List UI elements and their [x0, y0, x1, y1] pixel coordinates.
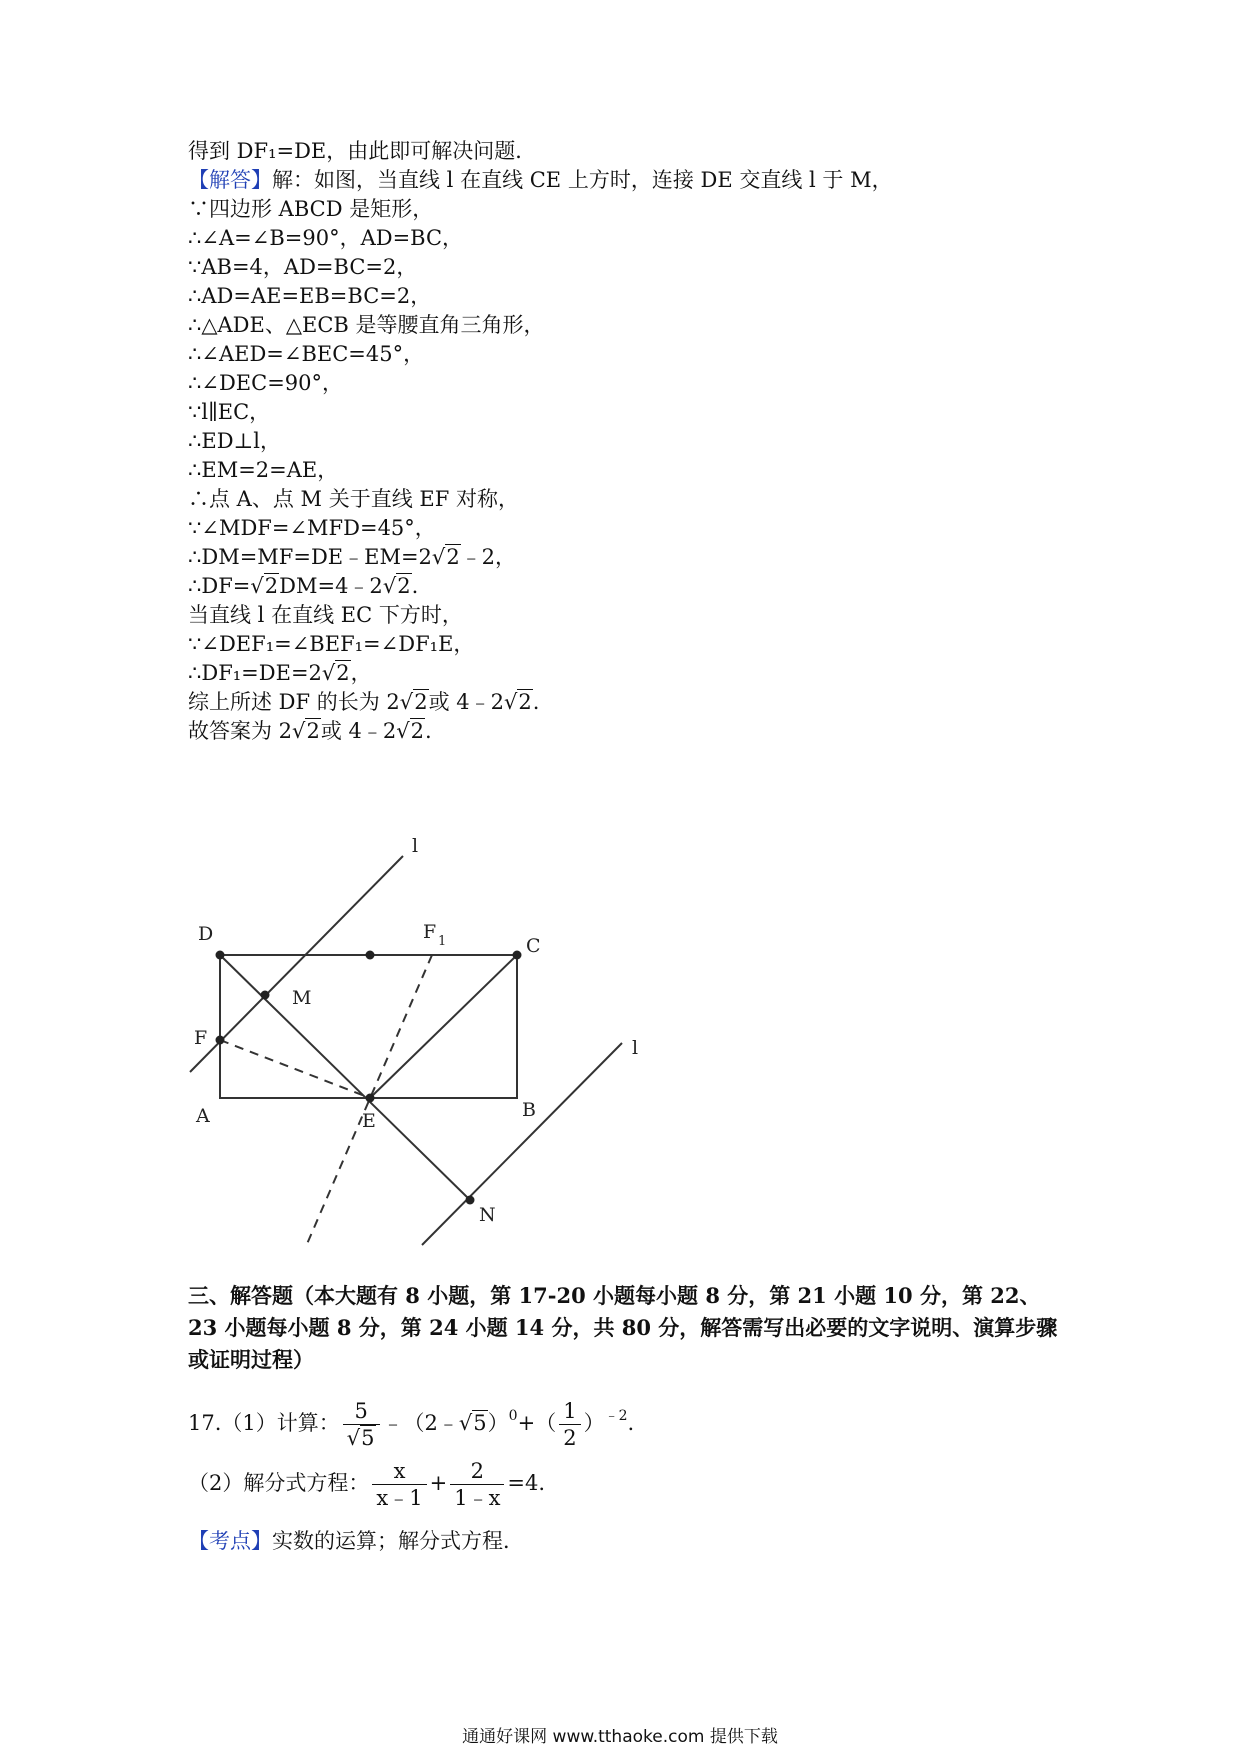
label-b: B	[522, 1099, 536, 1121]
label-c: C	[526, 935, 541, 957]
kaodian-line	[188, 1526, 524, 1556]
sqrt-arg: 2	[264, 574, 279, 598]
solution-line-14: ∵∠MDF=∠MFD=45°，	[188, 516, 436, 540]
fraction-2-over-1-minus-x: $\frac{2}{1﹣x}$	[450, 1458, 504, 1511]
solution-line-11: ∴ED⊥l，	[188, 429, 281, 453]
line19-b: ，	[350, 661, 372, 685]
line21-a: 故答案为 2	[188, 719, 293, 743]
rectangle-abcd	[220, 955, 517, 1098]
solution-line-4: ∴∠A=∠B=90°，AD=BC，	[188, 226, 464, 250]
answer-tag: 【解答】	[188, 168, 272, 192]
solution-line-10: ∵l∥EC，	[188, 400, 271, 424]
solution-line-17: 当直线 l 在直线 EC 下方时，	[188, 603, 463, 627]
point-n	[466, 1196, 475, 1205]
segment-ec	[370, 955, 517, 1098]
label-m: M	[292, 987, 312, 1009]
close-paren-2: ）	[583, 1411, 605, 1435]
sqrt-expression: √2	[292, 719, 320, 743]
point-c	[513, 951, 522, 960]
point-f	[216, 1036, 225, 1045]
q17-part1	[188, 1388, 634, 1451]
equals-four: =4.	[507, 1471, 546, 1495]
solution-line-2-text: 解：如图，当直线 l 在直线 CE 上方时，连接 DE 交直线 l 于 M，	[272, 168, 893, 192]
frac-numerator: 5	[354, 1399, 368, 1423]
solution-line-3: ∵四边形 ABCD 是矩形，	[188, 197, 434, 221]
line20-b: 或 4﹣2	[428, 690, 504, 714]
sqrt-arg: 2	[414, 690, 428, 714]
kaodian-text: 实数的运算；解分式方程．	[272, 1529, 524, 1553]
q17-part2	[188, 1455, 545, 1511]
sqrt-arg: 2	[410, 719, 424, 743]
line19-a: ∴DF₁=DE=2	[188, 661, 322, 685]
sqrt-arg: 2	[336, 661, 350, 685]
solution-line-13: ∴点 A、点 M 关于直线 EF 对称，	[188, 487, 519, 511]
page-footer: 通通好课网 www.tthaoke.com 提供下载	[462, 1727, 778, 1747]
sqrt-arg: 2	[446, 545, 460, 569]
sqrt-expression: √2	[431, 545, 460, 569]
line16-a: ∴DF=	[188, 574, 251, 598]
solution-line-1: 得到 DF₁=DE，由此即可解决问题．	[188, 139, 537, 163]
frac-denominator: √5	[343, 1424, 380, 1451]
solution-line-6: ∴AD=AE=EB=BC=2，	[188, 284, 432, 308]
label-f1: F	[423, 921, 437, 943]
label-f1-sub: 1	[438, 934, 447, 949]
kaodian-tag: 【考点】	[188, 1529, 272, 1553]
plus-sign: +	[429, 1471, 448, 1495]
plus-paren: +（	[517, 1411, 557, 1435]
solution-line-12: ∴EM=2=AE，	[188, 458, 339, 482]
fraction-one-half: $\frac{1}{2}$	[559, 1398, 580, 1451]
sqrt-5: √5	[458, 1411, 487, 1435]
label-a: A	[196, 1105, 210, 1127]
sqrt-expression: √2	[399, 690, 428, 714]
sqrt-expression: √2	[321, 661, 350, 685]
sqrt-expression: √2	[382, 574, 411, 598]
exponent-neg2: ﹣2	[604, 1408, 628, 1424]
label-f: F	[194, 1027, 208, 1049]
label-l-top: l	[412, 835, 419, 857]
q17-part1-prefix: 17.（1）计算：	[188, 1411, 340, 1435]
line16-c: .	[411, 574, 419, 598]
line15-b: ﹣2，	[460, 545, 517, 569]
point-f1	[366, 951, 375, 960]
line20-a: 综上所述 DF 的长为 2	[188, 690, 400, 714]
sqrt-expression: √2	[396, 719, 424, 743]
sqrt-expression: √2	[250, 574, 279, 598]
q17-part1-end: .	[627, 1411, 635, 1435]
sqrt-arg: 2	[397, 574, 411, 598]
point-e	[366, 1094, 375, 1103]
solution-line-7: ∴△ADE、△ECB 是等腰直角三角形，	[188, 313, 545, 337]
line15-a: ∴DM=MF=DE﹣EM=2	[188, 545, 432, 569]
point-m	[261, 991, 270, 1000]
label-l-right: l	[632, 1037, 639, 1059]
solution-line-9: ∴∠DEC=90°，	[188, 371, 344, 395]
section-3-heading: 三、解答题（本大题有 8 小题，第 17-20 小题每小题 8 分，第 21 小题 10 分，第 22、23 小题每小题 8 分，第 24 小题 14 分，共 80 分，解答需写出必要的文字说明、演算步骤或证明过程）	[188, 1283, 1058, 1372]
label-e: E	[362, 1110, 376, 1132]
segment-dn	[220, 955, 470, 1200]
solution-line-18: ∵∠DEF₁=∠BEF₁=∠DF₁E，	[188, 632, 475, 656]
solution-line-8: ∴∠AED=∠BEC=45°，	[188, 342, 425, 366]
dashed-fe	[220, 1040, 370, 1098]
line-l-lower	[422, 1043, 622, 1245]
sqrt-arg: 2	[518, 690, 532, 714]
exponent-zero: 0	[508, 1408, 518, 1424]
q17-part2-prefix: （2）解分式方程：	[188, 1471, 370, 1495]
fraction-x-over-x-minus-1: $\frac{x}{x﹣1}$	[372, 1458, 426, 1511]
line20-c: .	[532, 690, 540, 714]
label-n: N	[479, 1204, 496, 1226]
line21-b: 或 4﹣2	[320, 719, 397, 743]
minus-paren: ﹣（2﹣	[382, 1411, 459, 1435]
sqrt-expression: √2	[503, 690, 532, 714]
line16-b: DM=4﹣2	[279, 574, 383, 598]
point-d	[216, 951, 225, 960]
label-d: D	[198, 923, 214, 945]
line21-c: .	[424, 719, 432, 743]
fraction-5-over-sqrt5	[343, 1398, 380, 1451]
sqrt-arg: 2	[306, 719, 320, 743]
solution-line-5: ∵AB=4，AD=BC=2，	[188, 255, 418, 279]
close-paren: ）	[487, 1411, 509, 1435]
